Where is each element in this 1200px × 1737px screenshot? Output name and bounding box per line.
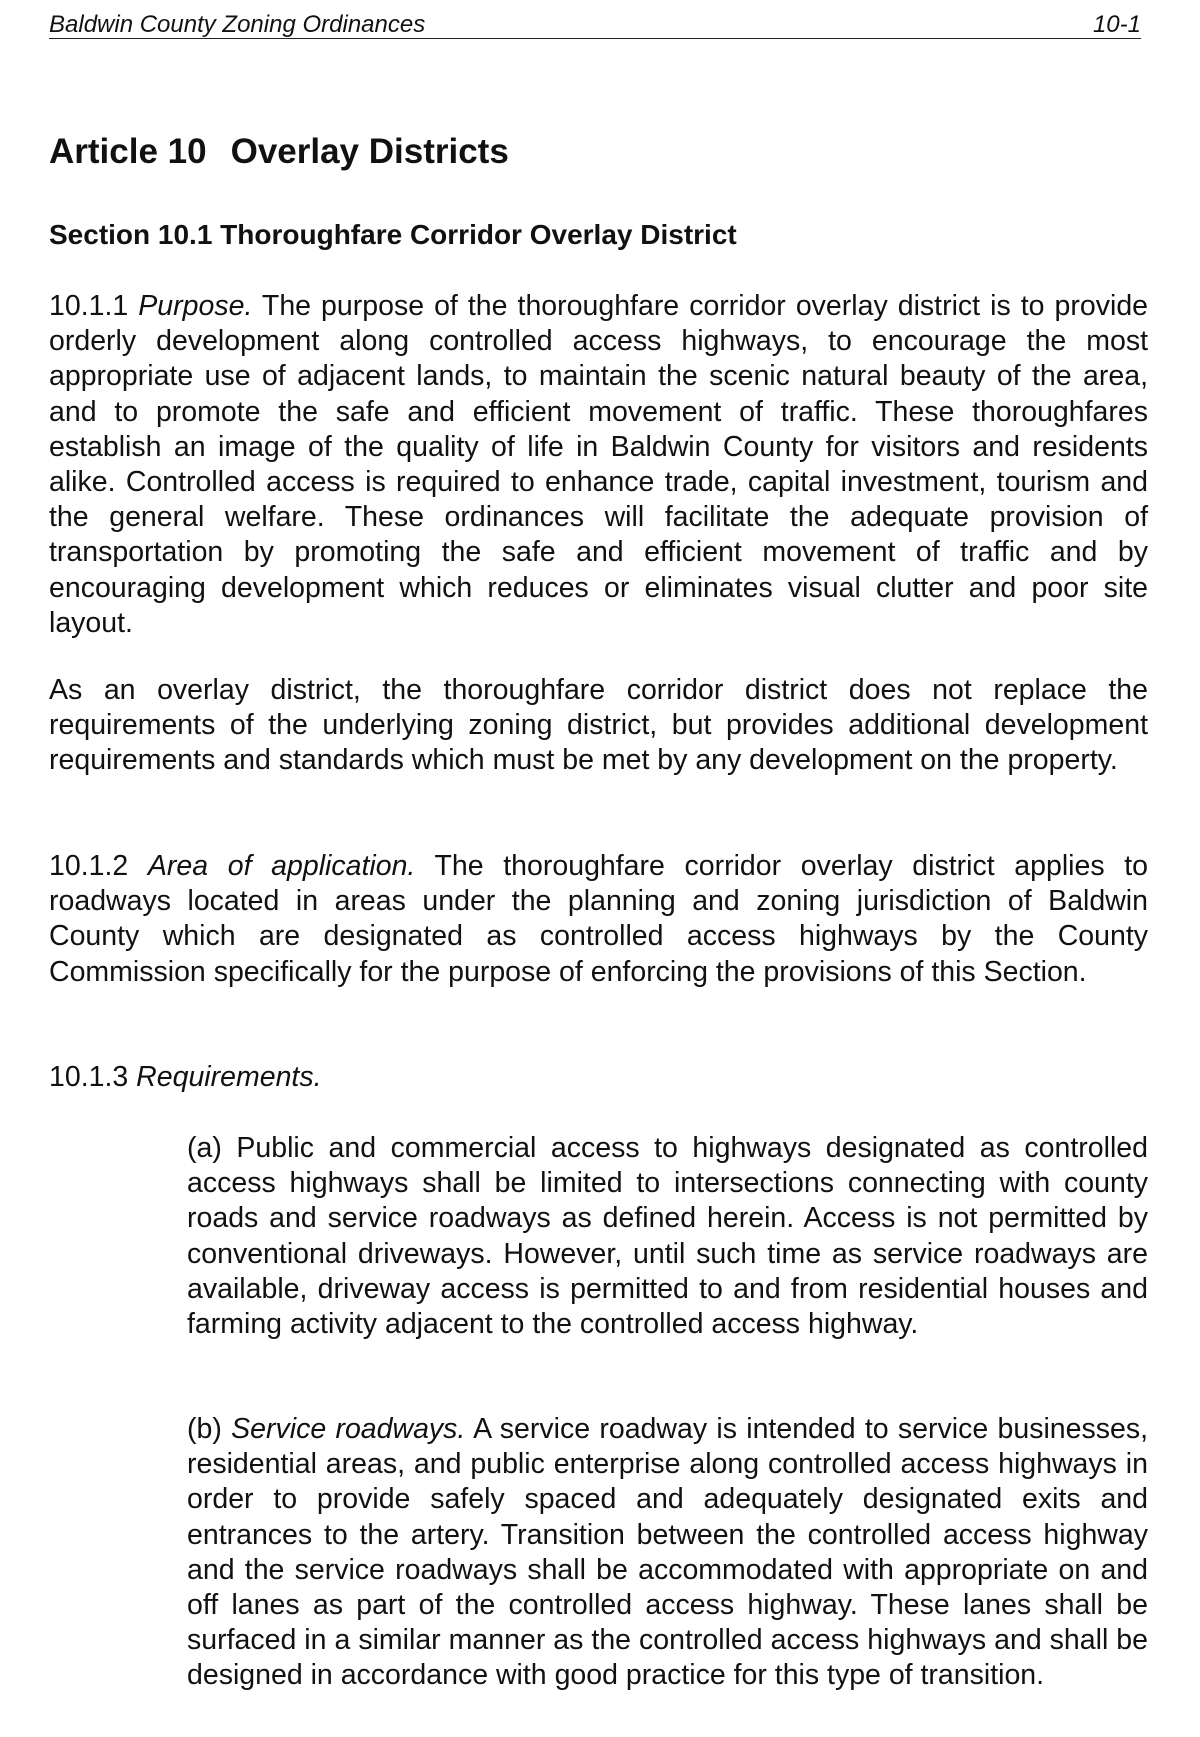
requirement-item-a xyxy=(187,1131,1148,1342)
article-title: Overlay Districts xyxy=(230,132,509,171)
area-number: 10.1.2 xyxy=(49,850,129,882)
requirements-heading: Requirements. xyxy=(136,1061,322,1093)
overlay-note-text: As an overlay district, the thoroughfare corridor district does not replace the requirements of the underlying zoning district, but provides additional development requirements and standards which must be met by any development on the property. xyxy=(49,674,1148,777)
area-heading: Area of application. xyxy=(147,850,416,882)
area-text: The thoroughfare corridor overlay district applies to roadways located in areas under the planning and zoning jurisdiction of Baldwin County which are designated as controlled access highways by the County Commission specifically for the purpose of enforcing the provisions of this Section. xyxy=(49,850,1149,988)
requirements-heading-paragraph xyxy=(49,1060,1148,1095)
article-heading xyxy=(49,131,509,173)
item-b-text: A service roadway is intended to service businesses, residential areas, and public enterprise along controlled access highways in order to provide safely spaced and adequately designated exits and entrances to the artery. Transition between the controlled access highway and the service roadways shall be accommodated with appropriate on and off lanes as part of the controlled access highway. These lanes shall be surfaced in a similar manner as the controlled access highways and shall be designed in accordance with good practice for this type of transition. xyxy=(187,1413,1148,1692)
item-a-text: Public and commercial access to highways designated as controlled access highways shall be limited to intersections connecting with county roads and service roadways as defined herein. Access is not permitted by conventional driveways. However, until such time as service roadways are available, driveway access is permitted to and from residential houses and farming activity adjacent to the controlled access highway. xyxy=(187,1132,1148,1341)
running-header xyxy=(49,10,1141,39)
overlay-note-paragraph xyxy=(49,673,1148,779)
header-page-number: 10-1 xyxy=(1092,11,1141,38)
purpose-heading: Purpose. xyxy=(138,290,253,322)
item-a-label: (a) xyxy=(187,1132,222,1164)
purpose-number: 10.1.1 xyxy=(49,290,129,322)
requirements-number: 10.1.3 xyxy=(49,1061,129,1093)
requirement-item-b xyxy=(187,1412,1148,1694)
section-heading: Section 10.1 Thoroughfare Corridor Overlay District xyxy=(49,219,737,250)
article-number: Article 10 xyxy=(49,132,207,171)
purpose-text: The purpose of the thoroughfare corridor overlay district is to provide orderly development along controlled access highways, to encourage the most appropriate use of adjacent lands, to maintain the scenic natural beauty of the area, and to promote the safe and efficient movement of traffic. These thoroughfares establish an image of the quality of life in Baldwin County for visitors and residents alike. Controlled access is required to enhance trade, capital investment, tourism and the general welfare. These ordinances will facilitate the adequate provision of transportation by promoting the safe and efficient movement of traffic and by encouraging development which reduces or eliminates visual clutter and poor site layout. xyxy=(49,290,1149,639)
purpose-paragraph xyxy=(49,289,1148,641)
header-document-title: Baldwin County Zoning Ordinances xyxy=(49,11,426,38)
item-b-label: (b) xyxy=(187,1413,222,1445)
area-of-application-paragraph xyxy=(49,849,1148,990)
item-b-heading: Service roadways. xyxy=(231,1413,466,1445)
